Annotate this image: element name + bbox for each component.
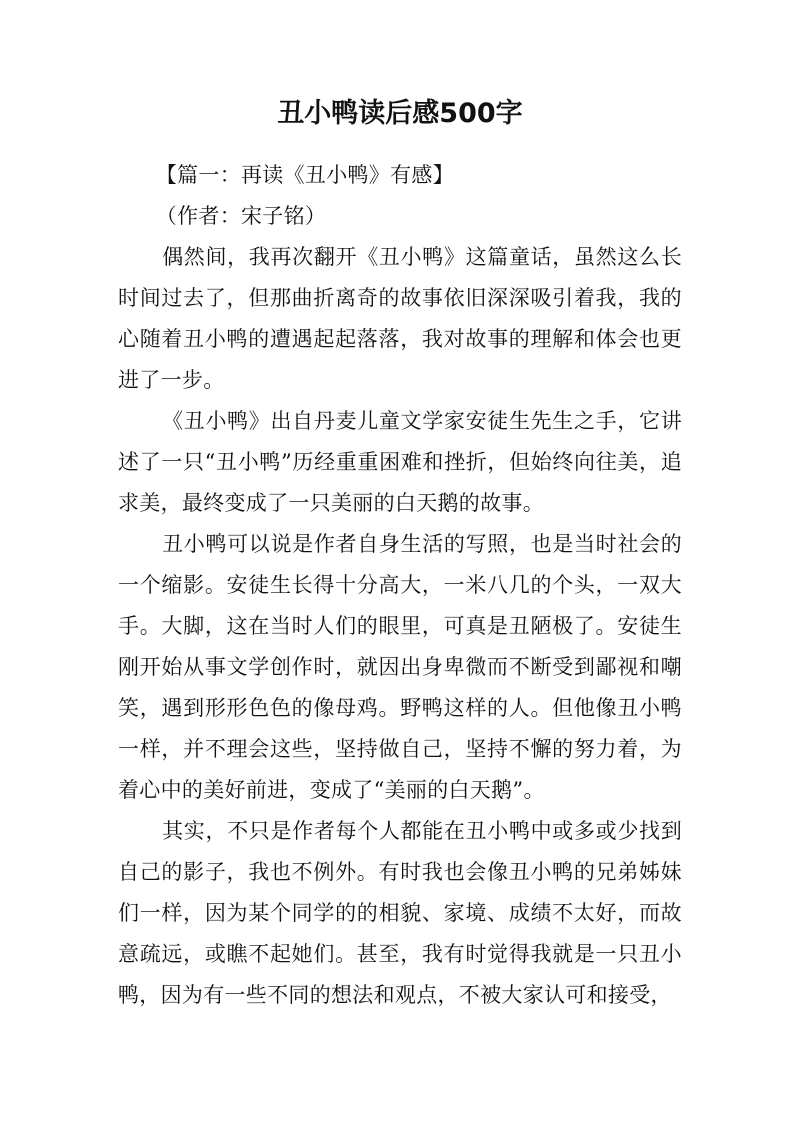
paragraph: 偶然间，我再次翻开《丑小鸭》这篇童话，虽然这么长时间过去了，但那曲折离奇的故事依旧深深吸引着我，我的心随着丑小鸭的遭遇起起落落，我对故事的理解和体会也更进了一步。	[118, 245, 682, 392]
author-line: （作者：宋子铭）	[155, 204, 327, 228]
paragraph: 丑小鸭可以说是作者自身生活的写照，也是当时社会的一个缩影。安徒生长得十分高大，一米八几的个头，一双大手。大脚，这在当时人们的眼里，可真是丑陋极了。安徒生刚开始从事文学创作时，就因出身卑微而不断受到鄙视和嘲笑，遇到形形色色的像母鸡。野鸭这样的人。但他像丑小鸭一样，并不理会这些，坚持做自己，坚持不懈的努力着，为着心中的美好前进，变成了“美丽的白天鹅”。	[118, 532, 682, 802]
section-heading: 【篇一：再读《丑小鸭》有感】	[155, 163, 454, 187]
paragraph: 《丑小鸭》出自丹麦儿童文学家安徒生先生之手，它讲述了一只“丑小鸭”历经重重困难和挫折，但始终向往美，追求美，最终变成了一只美丽的白天鹅的故事。	[118, 409, 682, 515]
paragraph: 其实，不只是作者每个人都能在丑小鸭中或多或少找到自己的影子，我也不例外。有时我也会像丑小鸭的兄弟姊妹们一样，因为某个同学的的相貌、家境、成绩不太好，而故意疏远，或瞧不起她们。甚至，我有时觉得我就是一只丑小鸭，因为有一些不同的想法和观点，不被大家认可和接受，	[118, 819, 682, 1007]
document-body	[118, 155, 682, 1016]
document-title: 丑小鸭读后感500字	[277, 98, 523, 129]
